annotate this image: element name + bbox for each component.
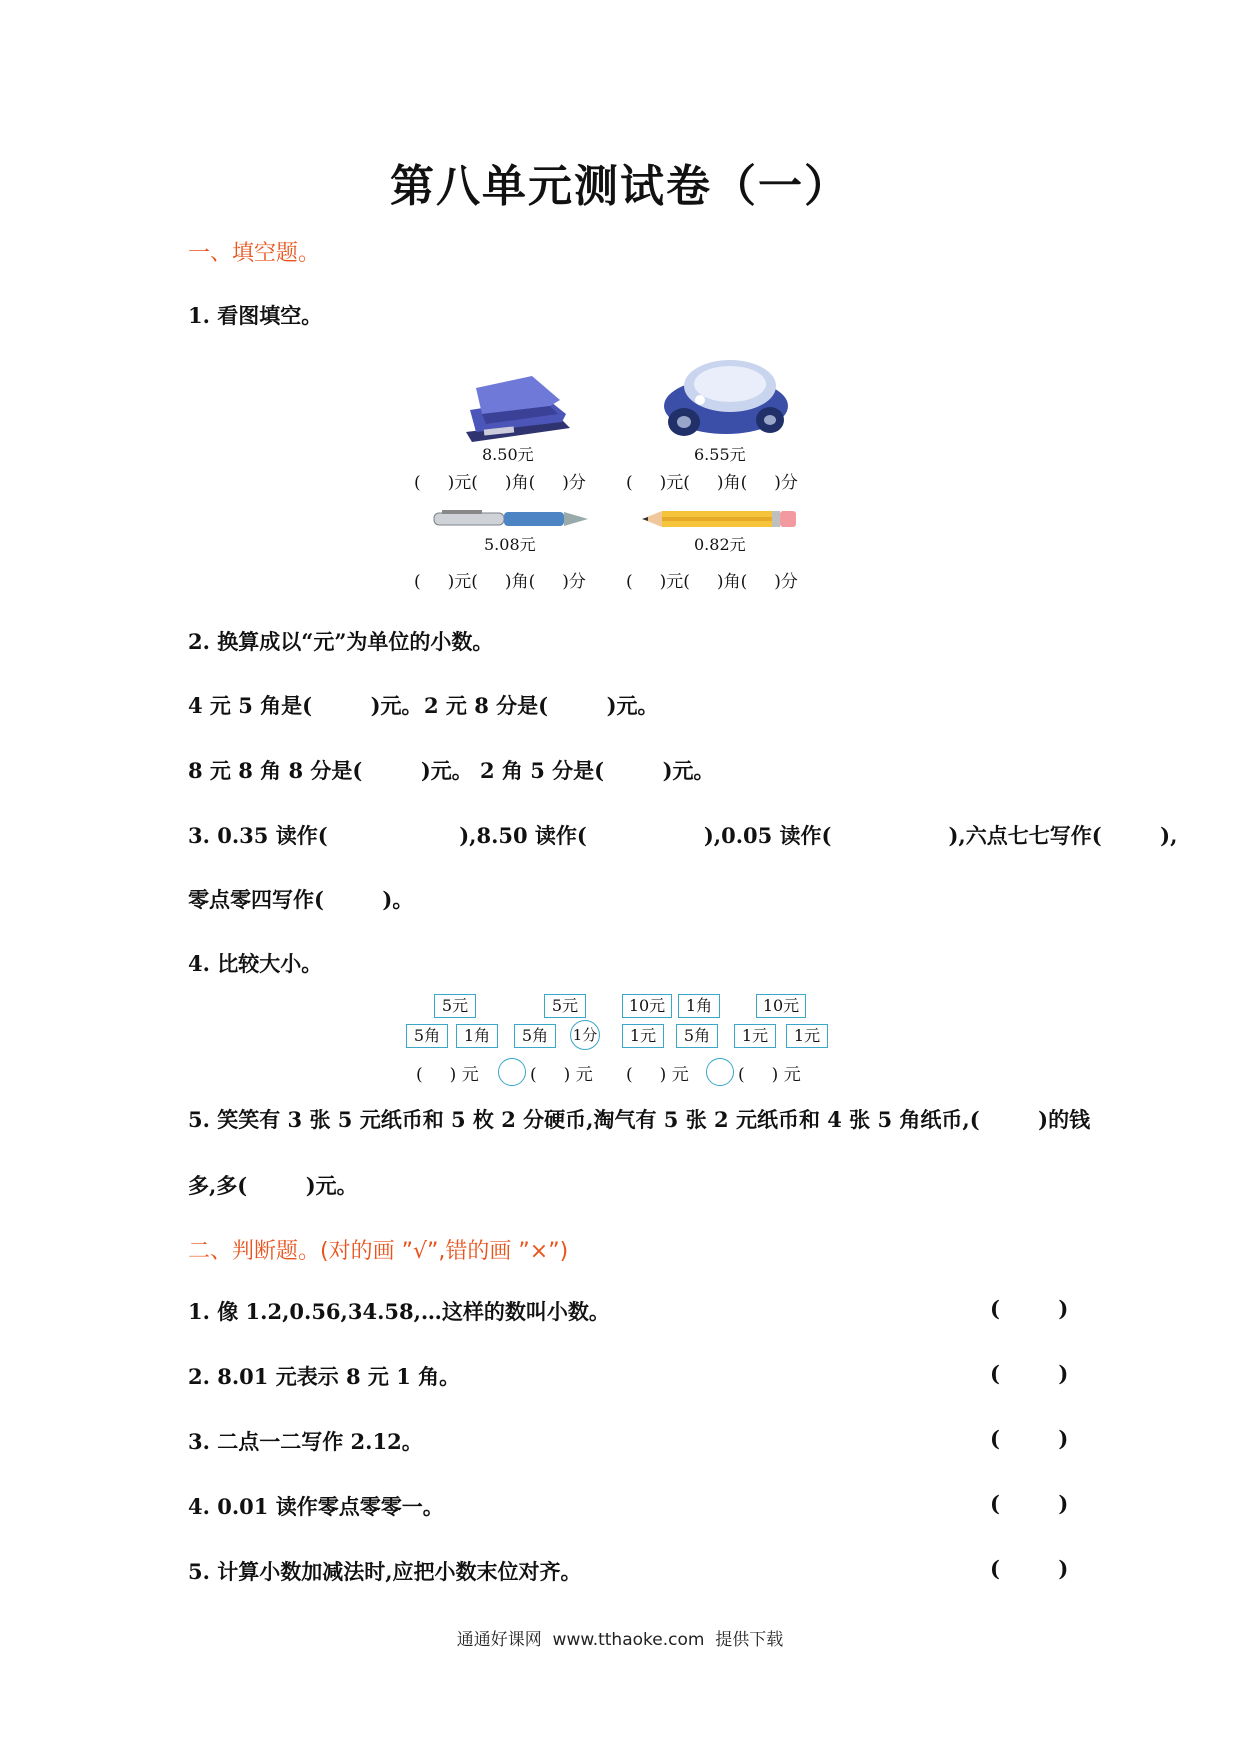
toy-car-price: 6.55元	[694, 445, 746, 464]
judge-answer-3[interactable]: ( )	[990, 1426, 1069, 1451]
compare-circle-2[interactable]	[706, 1058, 734, 1086]
money-1jiao-a: 1角	[678, 994, 720, 1018]
judge-answer-2[interactable]: ( )	[990, 1361, 1069, 1386]
stapler-price: 8.50元	[482, 445, 534, 464]
pen-image	[432, 508, 592, 530]
footer-source: 通通好课网 www.tthaoke.com 提供下载	[456, 1630, 784, 1650]
money-5jiao-c: 5角	[676, 1024, 718, 1048]
money-1jiao-b: 1角	[456, 1024, 498, 1048]
money-5yuan-b: 5元	[544, 994, 586, 1018]
judge-item-5: 5. 计算小数加减法时,应把小数末位对齐。	[188, 1559, 582, 1584]
question-4-label: 4. 比较大小。	[188, 951, 323, 976]
judge-answer-1[interactable]: ( )	[990, 1296, 1069, 1321]
judge-item-3: 3. 二点一二写作 2.12。	[188, 1429, 423, 1454]
pencil-price: 0.82元	[694, 535, 746, 554]
compare-blank-b[interactable]: ( ) 元	[530, 1065, 593, 1085]
question-5-line1: 5. 笑笑有 3 张 5 元纸币和 5 枚 2 分硬币,淘气有 5 张 2 元纸币和 4 张 5 角纸币,( )的钱	[188, 1107, 1091, 1132]
compare-blank-d[interactable]: ( ) 元	[738, 1065, 801, 1085]
question-2-label: 2. 换算成以“元”为单位的小数。	[188, 629, 494, 654]
stapler-image	[462, 370, 572, 446]
pencil-answer-blank[interactable]: ( )元( )角( )分	[626, 572, 798, 592]
money-1yuan-a: 1元	[622, 1024, 664, 1048]
question-2-line1b: 2 元 8 分是( )元。	[424, 693, 659, 718]
pen-price: 5.08元	[484, 535, 536, 554]
question-2-line1a: 4 元 5 角是( )元。	[188, 693, 423, 718]
money-1fen-coin: 1分	[570, 1020, 600, 1050]
question-3-line2: 零点零四写作( )。	[188, 887, 414, 912]
judge-answer-4[interactable]: ( )	[990, 1491, 1069, 1516]
money-1yuan-c: 1元	[786, 1024, 828, 1048]
money-5jiao-a: 5角	[406, 1024, 448, 1048]
money-1yuan-b: 1元	[734, 1024, 776, 1048]
judge-item-1: 1. 像 1.2,0.56,34.58,…这样的数叫小数。	[188, 1299, 610, 1324]
section-fill-blank-heading: 一、填空题。	[188, 241, 321, 266]
compare-circle-1[interactable]	[498, 1058, 526, 1086]
compare-blank-a[interactable]: ( ) 元	[416, 1065, 479, 1085]
pen-answer-blank[interactable]: ( )元( )角( )分	[414, 572, 586, 592]
question-2-line2a: 8 元 8 角 8 分是( )元。	[188, 758, 473, 783]
toy-car-image	[660, 356, 792, 442]
money-10yuan-b: 10元	[756, 994, 806, 1018]
question-5-line2: 多,多( )元。	[188, 1173, 358, 1198]
judge-answer-5[interactable]: ( )	[990, 1556, 1069, 1581]
compare-blank-c[interactable]: ( ) 元	[626, 1065, 689, 1085]
question-1-label: 1. 看图填空。	[188, 303, 323, 328]
stapler-answer-blank[interactable]: ( )元( )角( )分	[414, 473, 586, 493]
judge-item-4: 4. 0.01 读作零点零零一。	[188, 1494, 444, 1519]
money-10yuan-a: 10元	[622, 994, 672, 1018]
question-3-line1: 3. 0.35 读作( ),8.50 读作( ),0.05 读作( ),六点七七写作( ),	[188, 823, 1178, 848]
toy-car-answer-blank[interactable]: ( )元( )角( )分	[626, 473, 798, 493]
money-5yuan-a: 5元	[434, 994, 476, 1018]
section-judge-heading: 二、判断题。(对的画 ”√”,错的画 ”×”)	[188, 1239, 569, 1264]
pencil-image	[640, 508, 800, 530]
judge-item-2: 2. 8.01 元表示 8 元 1 角。	[188, 1364, 461, 1389]
money-5jiao-b: 5角	[514, 1024, 556, 1048]
page-title: 第八单元测试卷（一）	[390, 161, 850, 212]
question-2-line2b: 2 角 5 分是( )元。	[480, 758, 715, 783]
